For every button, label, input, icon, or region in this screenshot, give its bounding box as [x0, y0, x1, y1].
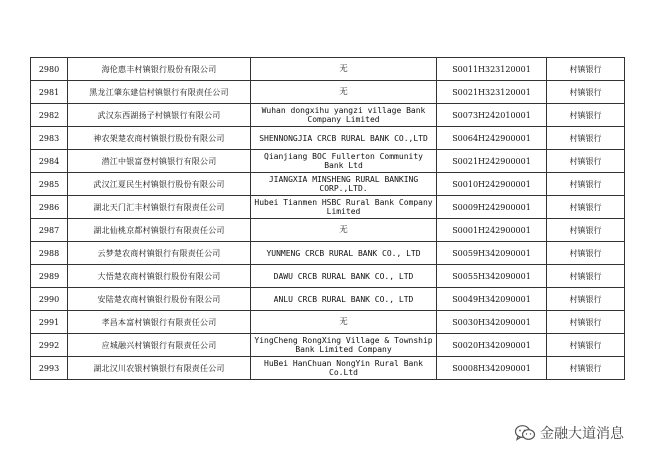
institution-code: S0064H242900001 [437, 127, 547, 150]
institution-code: S0020H342090001 [437, 334, 547, 357]
bank-list-table [30, 57, 625, 380]
institution-code: S0055H342090001 [437, 265, 547, 288]
institution-code: S0008H342090001 [437, 357, 547, 380]
institution-code: S0009H242900001 [437, 196, 547, 219]
institution-code: S0049H342090001 [437, 288, 547, 311]
watermark [514, 423, 624, 443]
institution-type: 村镇银行 [547, 242, 625, 265]
table-row [31, 81, 625, 104]
row-number: 2984 [31, 150, 68, 173]
table-row [31, 334, 625, 357]
institution-type: 村镇银行 [547, 58, 625, 81]
institution-type: 村镇银行 [547, 150, 625, 173]
institution-code: S0021H323120001 [437, 81, 547, 104]
bank-name-cn: 云梦楚农商村镇银行有限责任公司 [68, 242, 251, 265]
institution-code: S0011H323120001 [437, 58, 547, 81]
bank-name-cn: 武汉江夏民生村镇银行股份有限公司 [68, 173, 251, 196]
bank-name-cn: 应城融兴村镇银行有限责任公司 [68, 334, 251, 357]
row-number: 2986 [31, 196, 68, 219]
bank-name-en: SHENNONGJIA CRCB RURAL BANK CO.,LTD [251, 127, 437, 150]
row-number: 2981 [31, 81, 68, 104]
row-number: 2993 [31, 357, 68, 380]
bank-name-en: 无 [251, 311, 437, 334]
bank-name-cn: 潜江中银富登村镇银行有限公司 [68, 150, 251, 173]
institution-code: S0010H242900001 [437, 173, 547, 196]
institution-code: S0021H242900001 [437, 150, 547, 173]
row-number: 2985 [31, 173, 68, 196]
institution-code: S0030H342090001 [437, 311, 547, 334]
table-row [31, 150, 625, 173]
bank-name-cn: 神农架楚农商村镇银行股份有限公司 [68, 127, 251, 150]
institution-code: S0073H242010001 [437, 104, 547, 127]
bank-name-cn: 大悟楚农商村镇银行股份有限公司 [68, 265, 251, 288]
institution-type: 村镇银行 [547, 104, 625, 127]
bank-name-en: 无 [251, 58, 437, 81]
table-row [31, 357, 625, 380]
table-row [31, 288, 625, 311]
institution-type: 村镇银行 [547, 196, 625, 219]
watermark-text: 金融大道消息 [540, 426, 624, 442]
bank-name-cn: 海伦惠丰村镇银行股份有限公司 [68, 58, 251, 81]
table-row [31, 58, 625, 81]
bank-name-en: 无 [251, 219, 437, 242]
row-number: 2983 [31, 127, 68, 150]
bank-name-en: Hubei Tianmen HSBC Rural Bank Company Limited [251, 196, 437, 219]
institution-type: 村镇银行 [547, 334, 625, 357]
row-number: 2991 [31, 311, 68, 334]
table-row [31, 196, 625, 219]
row-number: 2982 [31, 104, 68, 127]
institution-type: 村镇银行 [547, 357, 625, 380]
institution-type: 村镇银行 [547, 311, 625, 334]
bank-name-en: ANLU CRCB RURAL BANK CO., LTD [251, 288, 437, 311]
bank-name-en: 无 [251, 81, 437, 104]
bank-name-cn: 武汉东西湖扬子村镇银行有限公司 [68, 104, 251, 127]
bank-name-en: YUNMENG CRCB RURAL BANK CO., LTD [251, 242, 437, 265]
institution-type: 村镇银行 [547, 81, 625, 104]
bank-name-cn: 湖北天门汇丰村镇银行有限责任公司 [68, 196, 251, 219]
bank-name-cn: 湖北仙桃京都村镇银行有限责任公司 [68, 219, 251, 242]
institution-type: 村镇银行 [547, 173, 625, 196]
row-number: 2987 [31, 219, 68, 242]
institution-code: S0001H242900001 [437, 219, 547, 242]
table-row [31, 219, 625, 242]
institution-type: 村镇银行 [547, 288, 625, 311]
bank-name-cn: 湖北汉川农银村镇银行有限责任公司 [68, 357, 251, 380]
row-number: 2992 [31, 334, 68, 357]
institution-type: 村镇银行 [547, 127, 625, 150]
bank-name-en: Qianjiang BOC Fullerton Community Bank Ltd [251, 150, 437, 173]
row-number: 2988 [31, 242, 68, 265]
bank-name-en: JIANGXIA MINSHENG RURAL BANKING CORP.,LTD. [251, 173, 437, 196]
table-row [31, 127, 625, 150]
row-number: 2989 [31, 265, 68, 288]
table-row [31, 265, 625, 288]
table-row [31, 104, 625, 127]
table-row [31, 311, 625, 334]
institution-code: S0059H342090001 [437, 242, 547, 265]
institution-type: 村镇银行 [547, 265, 625, 288]
bank-name-cn: 孝昌本富村镇银行有限责任公司 [68, 311, 251, 334]
table-row [31, 242, 625, 265]
table-body [31, 58, 625, 380]
bank-name-en: HuBei HanChuan NongYin Rural Bank Co.Ltd [251, 357, 437, 380]
bank-name-cn: 安陆楚农商村镇银行股份有限公司 [68, 288, 251, 311]
bank-name-en: Wuhan dongxihu yangzi village Bank Company Limited [251, 104, 437, 127]
bank-name-en: YingCheng RongXing Village & Township Bank Limited Company [251, 334, 437, 357]
table-row [31, 173, 625, 196]
bank-name-en: DAWU CRCB RURAL BANK CO., LTD [251, 265, 437, 288]
bank-name-cn: 黑龙江肇东建信村镇银行有限责任公司 [68, 81, 251, 104]
row-number: 2980 [31, 58, 68, 81]
row-number: 2990 [31, 288, 68, 311]
institution-type: 村镇银行 [547, 219, 625, 242]
wechat-icon [514, 424, 536, 442]
